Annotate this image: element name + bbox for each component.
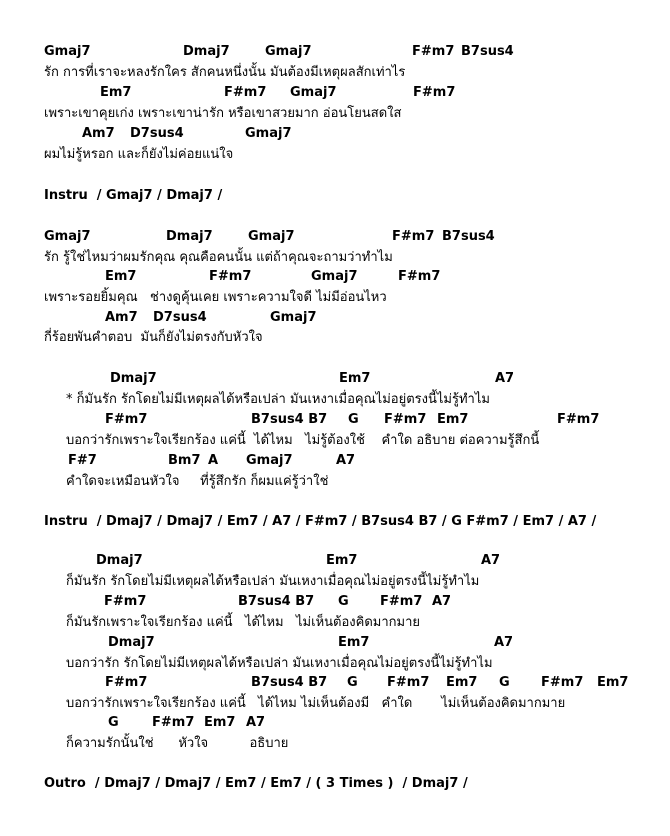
chord: G [499,675,510,690]
lyric-line: บอกว่ารัก รักโดยไม่มีเหตุผลได้หรือเปล่า มันเหงาเมื่อคุณไม่อยู่ตรงนี้ไม่รู้ทำไม [66,656,493,671]
chord: A7 [494,635,514,650]
chord: F#m7 [387,675,430,690]
lyric-line: กี่ร้อยพันคำตอบ มันก็ยังไม่ตรงกับหัวใจ [44,330,263,345]
chord: Dmaj7 [96,553,143,568]
chord: Em7 [326,553,358,568]
lyric-line: ก็ความรักนั้นใช่ หัวใจ อธิบาย [66,736,289,751]
chord: G [108,715,119,730]
chord: Em7 [204,715,236,730]
chord: Dmaj7 [108,635,155,650]
chord: A7 [336,453,356,468]
chord: B7sus4 B7 [251,412,328,427]
chord: Em7 [437,412,469,427]
lyric-line: บอกว่ารักเพราะใจเรียกร้อง แค่นี้ ได้ไหม ไม่เห็นต้องมี คำใด ไม่เห็นต้องคิดมากมาย [66,696,566,711]
chord: A7 [481,553,501,568]
chord: F#m7 [392,229,435,244]
chord: Dmaj7 [110,371,157,386]
chord: D7sus4 [130,126,184,141]
chord: F#m7 [398,269,441,284]
chord: F#m7 [557,412,600,427]
lyric-line: เพราะรอยยิ้มคุณ ช่างดูคุ้นเคย เพราะความใจดี ไม่มีอ่อนไหว [44,290,387,305]
chord: Em7 [339,371,371,386]
chord: Gmaj7 [44,44,91,59]
lyric-line: ก็มันรัก รักโดยไม่มีเหตุผลได้หรือเปล่า มันเหงาเมื่อคุณไม่อยู่ตรงนี้ไม่รู้ทำไม [66,574,480,589]
chord: A [208,453,219,468]
lyric-line: บอกว่ารักเพราะใจเรียกร้อง แค่นี้ ได้ไหม ไม่รู้ต้องใช้ คำใด อธิบาย ต่อความรู้สึกนี้ [66,433,540,448]
chord: G [347,675,358,690]
chord: Em7 [338,635,370,650]
chord: Em7 [597,675,629,690]
chord: F#m7 [209,269,252,284]
chord: Dmaj7 [166,229,213,244]
chord: F#m7 [152,715,195,730]
lyric-line: คำใดจะเหมือนหัวใจ ที่รู้สึกรัก ก็ผมแค่รู้ว่าใช่ [66,474,329,489]
chord: Gmaj7 [270,310,317,325]
lyric-line: ก็มันรักเพราะใจเรียกร้อง แค่นี้ ได้ไหม ไม่เห็นต้องคิดมากมาย [66,615,420,630]
chord: F#m7 [105,412,148,427]
chord: Gmaj7 [246,453,293,468]
chord: B7sus4 [461,44,514,59]
lyric-line: ผมไม่รู้หรอก และก็ยังไม่ค่อยแน่ใจ [44,147,234,162]
chord: Gmaj7 [245,126,292,141]
chord: A7 [432,594,452,609]
chord: F#m7 [104,594,147,609]
chord: B7sus4 B7 [238,594,315,609]
chord: Am7 [105,310,138,325]
chord: F#m7 [380,594,423,609]
chord: G [348,412,359,427]
chord: Dmaj7 [183,44,230,59]
section-heading: Instru / Dmaj7 / Dmaj7 / Em7 / A7 / F#m7 / B7sus4 B7 / G F#m7 / Em7 / A7 / [44,514,597,529]
chord: Em7 [446,675,478,690]
chord: Gmaj7 [311,269,358,284]
chord: Am7 [82,126,115,141]
chord: Gmaj7 [44,229,91,244]
chord: F#m7 [224,85,267,100]
lyric-line: รัก รู้ใช่ไหมว่าผมรักคุณ คุณคือคนนั้น แต่ถ้าคุณจะถามว่าทำไม [44,250,393,265]
chord: Em7 [100,85,132,100]
chord: B7sus4 B7 [251,675,328,690]
chord: F#7 [68,453,97,468]
chord: B7sus4 [442,229,495,244]
chord: G [338,594,349,609]
lyric-line: รัก การที่เราจะหลงรักใคร สักคนหนึ่งนั้น มันต้องมีเหตุผลสักเท่าไร [44,65,406,80]
chord: A7 [246,715,266,730]
chord: Em7 [105,269,137,284]
chord: Bm7 [168,453,201,468]
chord: Gmaj7 [265,44,312,59]
section-heading: Instru / Gmaj7 / Dmaj7 / [44,188,223,203]
lyric-line: เพราะเขาคุยเก่ง เพราะเขาน่ารัก หรือเขาสวยมาก อ่อนโยนสดใส [44,106,402,121]
chord: Gmaj7 [248,229,295,244]
chord: D7sus4 [153,310,207,325]
chord: F#m7 [384,412,427,427]
section-heading: Outro / Dmaj7 / Dmaj7 / Em7 / Em7 / ( 3 Times ) / Dmaj7 / [44,776,468,791]
chord: F#m7 [541,675,584,690]
chord: F#m7 [413,85,456,100]
chord: Gmaj7 [290,85,337,100]
chord: F#m7 [412,44,455,59]
chord: F#m7 [105,675,148,690]
lyric-line: * ก็มันรัก รักโดยไม่มีเหตุผลได้หรือเปล่า มันเหงาเมื่อคุณไม่อยู่ตรงนี้ไม่รู้ทำไม [66,392,490,407]
chord: A7 [495,371,515,386]
